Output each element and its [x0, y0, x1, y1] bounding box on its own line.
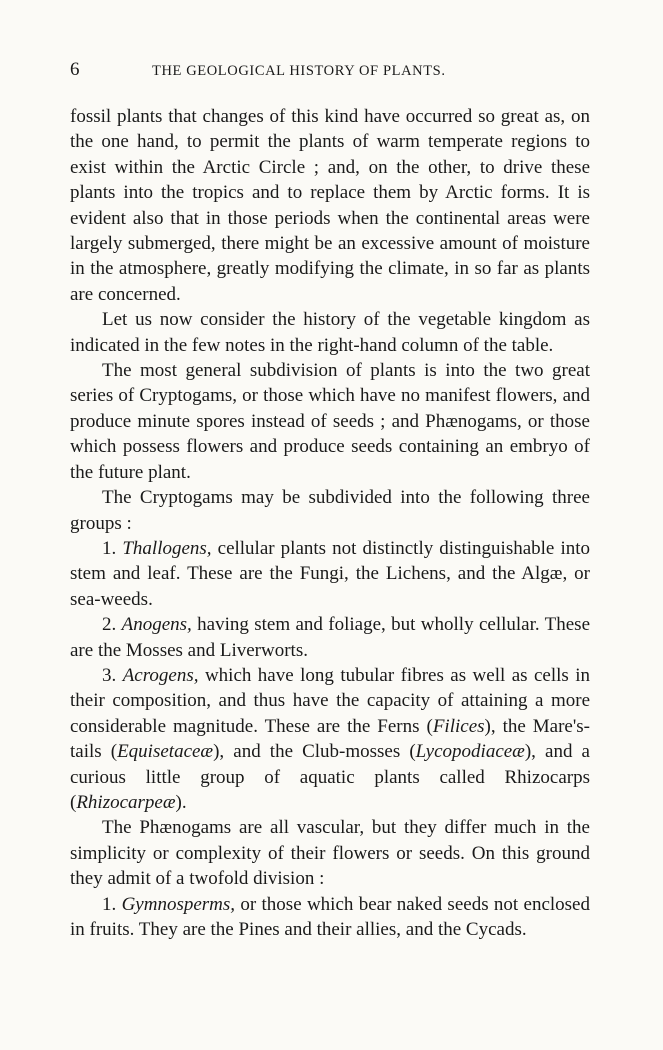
- text-segment: ), the Mare's-tails (: [70, 715, 590, 763]
- term-rhizocarpeae: Rhizocarpeæ: [76, 791, 176, 813]
- term-acrogens: Acrogens,: [122, 664, 199, 686]
- text-segment: The most general subdivision of plants is into the two great series of Cryptogams, or those which have no manifest flowers, and produce minute spores instead of seeds ; and Phænogams, or those which possess flowers and produce seeds containing an embryo of the future plant.: [70, 360, 590, 483]
- term-gymnosperms: Gymnosperms,: [121, 893, 236, 915]
- item-number: 3.: [102, 664, 123, 686]
- paragraph-vegetable-kingdom: [70, 307, 590, 358]
- text-segment: cellular plants not distinctly distinguishable into stem and leaf. These are the Fungi, the Lichens, and the Algæ, or sea-weeds.: [70, 537, 590, 610]
- text-segment: ), and a curious little group of aquatic plants called Rhizocarps (: [70, 741, 590, 813]
- page-number: 6: [70, 59, 80, 80]
- item-number: 1.: [102, 537, 123, 559]
- running-title: THE GEOLOGICAL HISTORY OF PLANTS.: [152, 63, 446, 79]
- text-segment: fossil plants that changes of this kind have occurred so great as, on the one hand, to permit the plants of warm temperate regions to exist within the Arctic Circle ; and, on the other, to drive these plants into the tropics and to replace them by Arctic forms. It is evident also that in those periods when the continental areas were largely submerged, there might be an excessive amount of moisture in the atmosphere, greatly modifying the climate, in so far as plants are concerned.: [70, 106, 590, 305]
- text-segment: Let us now consider the history of the vegetable kingdom as indicated in the few notes in the right-hand column of the table.: [70, 309, 590, 356]
- term-lycopodiaceae: Lycopodiaceæ: [415, 741, 525, 763]
- list-item-anogens: [70, 612, 590, 663]
- text-segment: having stem and foliage, but wholly cellular. These are the Mosses and Liverworts.: [70, 614, 591, 661]
- paragraph-phaenogams: [70, 815, 590, 891]
- item-number: 2.: [102, 614, 122, 636]
- text-segment: The Cryptogams may be subdivided into the following three groups :: [70, 487, 590, 534]
- term-filices: Filices: [432, 715, 485, 737]
- list-item-thallogens: [70, 536, 590, 612]
- text-segment: or those which bear naked seeds not enclosed in fruits. They are the Pines and their allies, and the Cycads.: [70, 893, 590, 940]
- term-equisetaceae: Equisetaceæ: [117, 741, 214, 763]
- paragraph-climate-changes: [70, 104, 590, 307]
- list-item-acrogens: [70, 663, 590, 815]
- text-segment: ).: [175, 791, 187, 813]
- text-segment: The Phænogams are all vascular, but they differ much in the simplicity or complexity of their flowers or seeds. On this ground they admit of a twofold division :: [70, 817, 590, 890]
- list-item-gymnosperms: [70, 892, 590, 943]
- text-segment: which have long tubular fibres as well as cells in their composition, and thus have the capacity of attaining a more considerable magnitude. These are the Ferns (: [70, 664, 590, 737]
- item-number: 1.: [102, 893, 122, 915]
- page-header: [70, 58, 590, 82]
- paragraph-cryptogam-groups: [70, 485, 590, 536]
- text-segment: ), and the Club-mosses (: [213, 741, 416, 763]
- term-thallogens: Thallogens,: [122, 537, 212, 559]
- term-anogens: Anogens,: [121, 614, 192, 636]
- paragraph-plant-subdivision: [70, 358, 590, 485]
- body-text: [70, 104, 590, 942]
